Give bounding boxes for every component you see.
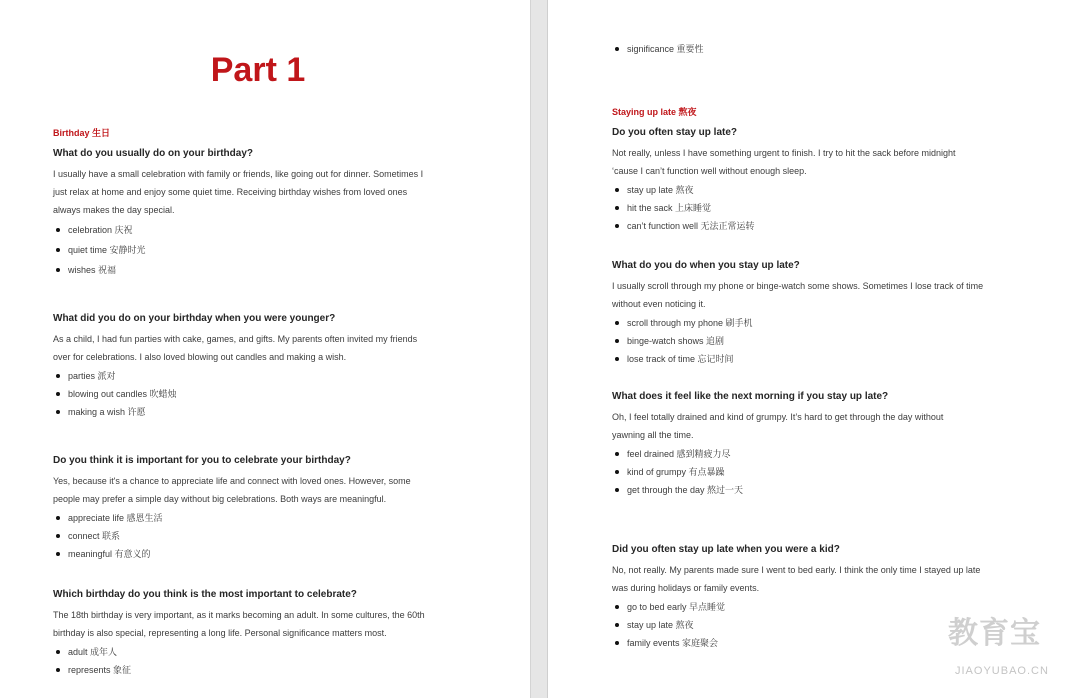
question-block [612,255,1080,368]
answer-line: The 18th birthday is very important, as it marks becoming an adult. In some cultures, the 60th [53,610,425,620]
vocab-text: get through the day 熬过一天 [627,485,744,495]
answer-line: people may prefer a simple day without big celebrations. Both ways are meaningful. [53,494,387,504]
bullet-dot-icon [615,605,619,609]
bullet-dot-icon [56,650,60,654]
vocab-item [612,217,1080,235]
answer-line: was during holidays or family events. [612,583,760,593]
bullet-dot-icon [615,206,619,210]
question-heading: What do you do when you stay up late? [612,260,800,271]
question-block [53,584,523,679]
bullet-dot-icon [56,248,60,252]
vocab-text: meaningful 有意义的 [68,549,151,559]
part-title: Part 1 [210,51,306,89]
vocab-item [53,240,523,260]
vocab-text: lose track of time 忘记时间 [627,354,734,364]
vocab-list [612,181,1080,235]
answer-line: always makes the day special. [53,205,175,215]
vocab-text: significance 重要性 [627,44,704,54]
vocab-text: blowing out candles 吹蜡烛 [68,389,177,399]
bullet-dot-icon [56,268,60,272]
vocab-item [53,509,523,527]
question-heading: Do you think it is important for you to celebrate your birthday? [53,455,351,466]
vocab-item [612,181,1080,199]
question-block [53,450,523,563]
vocab-item [612,481,1080,499]
right-page [548,0,1080,698]
answer-line: birthday is also special, representing a long life. Personal significance matters most. [53,628,387,638]
bullet-dot-icon [56,516,60,520]
watermark-logo: 教育宝 [948,617,1041,650]
vocab-text: scroll through my phone 刷手机 [627,318,753,328]
answer-line: yawning all the time. [612,430,694,440]
watermark-url: JIAOYUBAO.CN [955,665,1049,677]
vocab-list [53,220,523,280]
vocab-text: kind of grumpy 有点暴躁 [627,467,725,477]
vocab-text: connect 联系 [68,531,121,541]
vocab-text: represents 象征 [68,665,132,675]
answer-line: No, not really. My parents made sure I went to bed early. I think the only time I stayed up late [612,565,981,575]
vocab-text: hit the sack 上床睡觉 [627,203,712,213]
question-block [53,143,523,280]
bullet-dot-icon [615,321,619,325]
question-heading: Which birthday do you think is the most important to celebrate? [53,589,357,600]
bullet-dot-icon [615,470,619,474]
question-block [53,308,523,421]
bullet-dot-icon [56,534,60,538]
vocab-item [53,367,523,385]
bullet-dot-icon [615,188,619,192]
vocab-item [612,199,1080,217]
vocab-item [53,220,523,240]
vocab-item [612,463,1080,481]
bullet-dot-icon [56,374,60,378]
vocab-text: binge-watch shows 追剧 [627,336,725,346]
vocab-item [53,385,523,403]
vocab-item [53,545,523,563]
vocab-text: appreciate life 感恩生活 [68,513,163,523]
bullet-dot-icon [56,228,60,232]
bullet-dot-icon [56,668,60,672]
question-heading: Did you often stay up late when you were a kid? [612,544,840,555]
bullet-dot-icon [615,452,619,456]
bullet-dot-icon [615,357,619,361]
vocab-text: stay up late 熬夜 [627,620,694,630]
question-block [612,386,1080,499]
answer-line: I usually scroll through my phone or binge-watch some shows. Sometimes I lose track of time [612,281,984,291]
vocab-item [612,40,704,58]
bullet-dot-icon [615,47,619,51]
bullet-dot-icon [615,623,619,627]
bullet-dot-icon [56,552,60,556]
question-heading: What do you usually do on your birthday? [53,148,253,159]
vocab-text: celebration 庆祝 [68,225,133,235]
bullet-dot-icon [615,641,619,645]
bullet-dot-icon [615,224,619,228]
vocab-text: feel drained 感到精疲力尽 [627,449,731,459]
vocab-item [53,643,523,661]
vocab-text: parties 派对 [68,371,116,381]
question-heading: What did you do on your birthday when you were younger? [53,313,336,324]
question-heading: What does it feel like the next morning if you stay up late? [612,391,889,402]
answer-line: Not really, unless I have something urgent to finish. I try to hit the sack before midnight [612,148,956,158]
vocab-item [612,332,1080,350]
vocab-item [53,403,523,421]
vocab-item [612,598,1080,616]
left-page [0,0,530,698]
vocab-list [612,40,704,58]
bullet-dot-icon [56,410,60,414]
answer-line: I usually have a small celebration with family or friends, like going out for dinner. Sometimes I [53,169,424,179]
vocab-text: wishes 祝福 [68,265,117,275]
bullet-dot-icon [615,339,619,343]
section-title: Staying up late 熬夜 [612,107,697,117]
vocab-list [612,445,1080,499]
vocab-list [53,643,523,679]
vocab-text: making a wish 许愿 [68,407,146,417]
vocab-item [612,350,1080,368]
vocab-text: adult 成年人 [68,647,118,657]
answer-line: Oh, I feel totally drained and kind of grumpy. It’s hard to get through the day without [612,412,944,422]
vocab-text: family events 家庭聚会 [627,638,719,648]
answer-line: As a child, I had fun parties with cake, games, and gifts. My parents often invited my friends [53,334,418,344]
page-gutter [530,0,548,698]
bullet-dot-icon [56,392,60,396]
vocab-item [612,314,1080,332]
answer-line: ‘cause I can’t function well without enough sleep. [612,166,807,176]
vocab-item [53,661,523,679]
vocab-text: go to bed early 早点睡觉 [627,602,726,612]
vocab-text: stay up late 熬夜 [627,185,694,195]
vocab-item [53,527,523,545]
vocab-text: quiet time 安静时光 [68,245,146,255]
answer-line: Yes, because it's a chance to appreciate life and connect with loved ones. However, some [53,476,411,486]
vocab-list [612,314,1080,368]
answer-line: just relax at home and enjoy some quiet time. Receiving birthday wishes from loved ones [53,187,408,197]
vocab-text: can’t function well 无法正常运转 [627,221,755,231]
answer-line: without even noticing it. [612,299,706,309]
bullet-dot-icon [615,488,619,492]
section-title: Birthday 生日 [53,128,111,138]
vocab-item [612,445,1080,463]
vocab-item [53,260,523,280]
question-heading: Do you often stay up late? [612,127,738,138]
answer-line: over for celebrations. I also loved blowing out candles and making a wish. [53,352,347,362]
vocab-list [53,509,523,563]
vocab-list [53,367,523,421]
question-block [612,122,1080,235]
